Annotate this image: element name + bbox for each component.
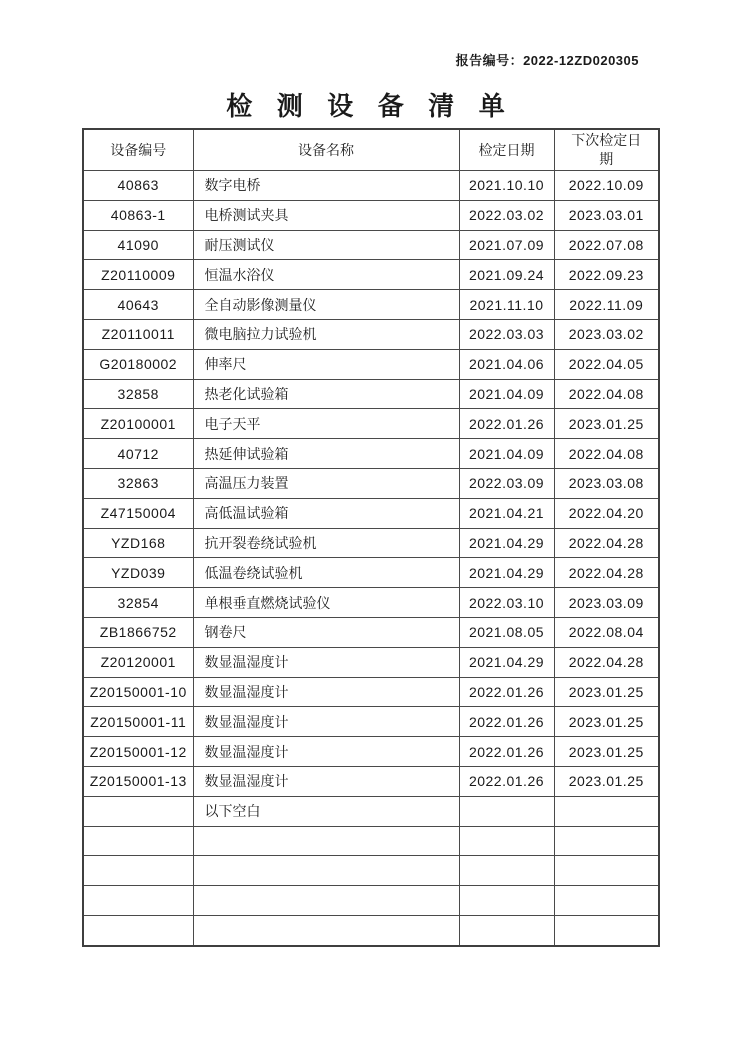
equipment-row bbox=[83, 617, 659, 647]
equipment-row bbox=[83, 379, 659, 409]
calibration-date-cell: 2022.01.26 bbox=[459, 737, 554, 767]
equipment-name-cell: 数字电桥 bbox=[193, 171, 459, 201]
calibration-date-cell: 2021.04.29 bbox=[459, 647, 554, 677]
equipment-row bbox=[83, 528, 659, 558]
next-calibration-date-cell: 2022.11.09 bbox=[554, 290, 659, 320]
equipment-id-cell bbox=[83, 856, 193, 886]
equipment-name-cell: 数显温湿度计 bbox=[193, 647, 459, 677]
equipment-name-cell: 以下空白 bbox=[193, 796, 459, 826]
header-calibration-date: 检定日期 bbox=[459, 129, 554, 171]
equipment-row bbox=[83, 200, 659, 230]
equipment-name-cell: 数显温湿度计 bbox=[193, 677, 459, 707]
header-next-calibration-date: 下次检定日期 bbox=[554, 129, 659, 171]
calibration-date-cell: 2021.04.06 bbox=[459, 349, 554, 379]
calibration-date-cell: 2021.09.24 bbox=[459, 260, 554, 290]
equipment-row bbox=[83, 171, 659, 201]
calibration-date-cell: 2022.03.09 bbox=[459, 468, 554, 498]
equipment-name-cell bbox=[193, 886, 459, 916]
calibration-date-cell bbox=[459, 886, 554, 916]
calibration-date-cell bbox=[459, 915, 554, 945]
equipment-name-cell: 全自动影像测量仪 bbox=[193, 290, 459, 320]
equipment-row bbox=[83, 558, 659, 588]
page-title: 检 测 设 备 清 单 bbox=[226, 92, 514, 121]
equipment-name-cell: 抗开裂卷绕试验机 bbox=[193, 528, 459, 558]
header-equipment-name: 设备名称 bbox=[193, 129, 459, 171]
next-calibration-date-cell: 2022.04.08 bbox=[554, 379, 659, 409]
calibration-date-cell: 2021.04.09 bbox=[459, 439, 554, 469]
equipment-id-cell bbox=[83, 796, 193, 826]
equipment-row bbox=[83, 498, 659, 528]
equipment-row bbox=[83, 290, 659, 320]
equipment-id-cell: Z20110009 bbox=[83, 260, 193, 290]
equipment-id-cell: 40643 bbox=[83, 290, 193, 320]
equipment-row bbox=[83, 647, 659, 677]
next-calibration-date-cell: 2022.04.28 bbox=[554, 558, 659, 588]
equipment-row bbox=[83, 409, 659, 439]
next-calibration-date-cell: 2023.01.25 bbox=[554, 677, 659, 707]
equipment-id-cell: Z47150004 bbox=[83, 498, 193, 528]
next-calibration-date-cell bbox=[554, 826, 659, 856]
report-number: 报告编号：2022-12ZD020305 bbox=[455, 53, 639, 68]
equipment-row bbox=[83, 468, 659, 498]
empty-row bbox=[83, 886, 659, 916]
equipment-id-cell: 32858 bbox=[83, 379, 193, 409]
next-calibration-date-cell bbox=[554, 856, 659, 886]
equipment-name-cell: 高低温试验箱 bbox=[193, 498, 459, 528]
equipment-id-cell: ZB1866752 bbox=[83, 617, 193, 647]
equipment-row bbox=[83, 766, 659, 796]
equipment-name-cell: 高温压力装置 bbox=[193, 468, 459, 498]
next-calibration-date-cell: 2023.03.01 bbox=[554, 200, 659, 230]
equipment-table bbox=[82, 128, 660, 947]
equipment-id-cell bbox=[83, 826, 193, 856]
equipment-name-cell: 微电脑拉力试验机 bbox=[193, 319, 459, 349]
next-calibration-date-cell: 2023.01.25 bbox=[554, 737, 659, 767]
equipment-row bbox=[83, 737, 659, 767]
equipment-row bbox=[83, 707, 659, 737]
equipment-name-cell: 伸率尺 bbox=[193, 349, 459, 379]
header-equipment-id: 设备编号 bbox=[83, 129, 193, 171]
equipment-id-cell: 40863 bbox=[83, 171, 193, 201]
equipment-id-cell: Z20150001-11 bbox=[83, 707, 193, 737]
calibration-date-cell: 2021.10.10 bbox=[459, 171, 554, 201]
calibration-date-cell bbox=[459, 856, 554, 886]
equipment-name-cell: 钢卷尺 bbox=[193, 617, 459, 647]
next-calibration-date-cell: 2022.10.09 bbox=[554, 171, 659, 201]
calibration-date-cell: 2021.11.10 bbox=[459, 290, 554, 320]
calibration-date-cell: 2022.01.26 bbox=[459, 707, 554, 737]
equipment-id-cell: 32854 bbox=[83, 588, 193, 618]
calibration-date-cell: 2022.01.26 bbox=[459, 766, 554, 796]
next-calibration-date-cell bbox=[554, 796, 659, 826]
equipment-name-cell: 低温卷绕试验机 bbox=[193, 558, 459, 588]
calibration-date-cell: 2021.04.29 bbox=[459, 528, 554, 558]
equipment-row bbox=[83, 319, 659, 349]
next-calibration-date-cell: 2023.01.25 bbox=[554, 409, 659, 439]
next-calibration-date-cell: 2022.04.05 bbox=[554, 349, 659, 379]
equipment-id-cell: YZD039 bbox=[83, 558, 193, 588]
equipment-id-cell: Z20150001-13 bbox=[83, 766, 193, 796]
calibration-date-cell: 2022.03.02 bbox=[459, 200, 554, 230]
next-calibration-date-cell bbox=[554, 886, 659, 916]
equipment-name-cell: 热延伸试验箱 bbox=[193, 439, 459, 469]
calibration-date-cell: 2022.01.26 bbox=[459, 409, 554, 439]
calibration-date-cell: 2021.08.05 bbox=[459, 617, 554, 647]
equipment-id-cell: Z20120001 bbox=[83, 647, 193, 677]
calibration-date-cell: 2021.04.21 bbox=[459, 498, 554, 528]
next-calibration-date-cell bbox=[554, 915, 659, 945]
calibration-date-cell: 2022.03.03 bbox=[459, 319, 554, 349]
blank-marker-row bbox=[83, 796, 659, 826]
equipment-name-cell: 热老化试验箱 bbox=[193, 379, 459, 409]
equipment-id-cell: 40712 bbox=[83, 439, 193, 469]
table-header-row bbox=[83, 129, 659, 171]
equipment-name-cell: 恒温水浴仪 bbox=[193, 260, 459, 290]
calibration-date-cell: 2021.04.29 bbox=[459, 558, 554, 588]
equipment-name-cell: 数显温湿度计 bbox=[193, 737, 459, 767]
equipment-name-cell: 单根垂直燃烧试验仪 bbox=[193, 588, 459, 618]
equipment-id-cell: Z20150001-10 bbox=[83, 677, 193, 707]
equipment-name-cell: 数显温湿度计 bbox=[193, 766, 459, 796]
calibration-date-cell bbox=[459, 796, 554, 826]
equipment-name-cell: 电桥测试夹具 bbox=[193, 200, 459, 230]
next-calibration-date-cell: 2023.03.02 bbox=[554, 319, 659, 349]
table-header bbox=[83, 129, 659, 171]
table-body bbox=[83, 171, 659, 946]
next-calibration-date-cell: 2023.01.25 bbox=[554, 707, 659, 737]
next-calibration-date-cell: 2023.01.25 bbox=[554, 766, 659, 796]
next-calibration-date-cell: 2022.08.04 bbox=[554, 617, 659, 647]
equipment-name-cell: 耐压测试仪 bbox=[193, 230, 459, 260]
equipment-row bbox=[83, 439, 659, 469]
equipment-id-cell: 32863 bbox=[83, 468, 193, 498]
equipment-name-cell bbox=[193, 856, 459, 886]
next-calibration-date-cell: 2023.03.08 bbox=[554, 468, 659, 498]
equipment-name-cell: 数显温湿度计 bbox=[193, 707, 459, 737]
equipment-id-cell: G20180002 bbox=[83, 349, 193, 379]
equipment-id-cell: YZD168 bbox=[83, 528, 193, 558]
calibration-date-cell bbox=[459, 826, 554, 856]
equipment-name-cell bbox=[193, 915, 459, 945]
empty-row bbox=[83, 856, 659, 886]
equipment-row bbox=[83, 677, 659, 707]
next-calibration-date-cell: 2022.09.23 bbox=[554, 260, 659, 290]
next-calibration-date-cell: 2022.04.08 bbox=[554, 439, 659, 469]
equipment-row bbox=[83, 230, 659, 260]
equipment-id-cell: Z20110011 bbox=[83, 319, 193, 349]
next-calibration-date-cell: 2023.03.09 bbox=[554, 588, 659, 618]
equipment-name-cell: 电子天平 bbox=[193, 409, 459, 439]
equipment-row bbox=[83, 349, 659, 379]
calibration-date-cell: 2022.03.10 bbox=[459, 588, 554, 618]
equipment-id-cell: 41090 bbox=[83, 230, 193, 260]
calibration-date-cell: 2021.04.09 bbox=[459, 379, 554, 409]
equipment-name-cell bbox=[193, 826, 459, 856]
equipment-id-cell: Z20150001-12 bbox=[83, 737, 193, 767]
next-calibration-date-cell: 2022.04.20 bbox=[554, 498, 659, 528]
calibration-date-cell: 2022.01.26 bbox=[459, 677, 554, 707]
empty-row bbox=[83, 826, 659, 856]
next-calibration-date-cell: 2022.07.08 bbox=[554, 230, 659, 260]
equipment-id-cell bbox=[83, 886, 193, 916]
equipment-id-cell bbox=[83, 915, 193, 945]
next-calibration-date-cell: 2022.04.28 bbox=[554, 647, 659, 677]
equipment-row bbox=[83, 588, 659, 618]
calibration-date-cell: 2021.07.09 bbox=[459, 230, 554, 260]
empty-row bbox=[83, 915, 659, 945]
next-calibration-date-cell: 2022.04.28 bbox=[554, 528, 659, 558]
equipment-id-cell: Z20100001 bbox=[83, 409, 193, 439]
equipment-row bbox=[83, 260, 659, 290]
equipment-id-cell: 40863-1 bbox=[83, 200, 193, 230]
